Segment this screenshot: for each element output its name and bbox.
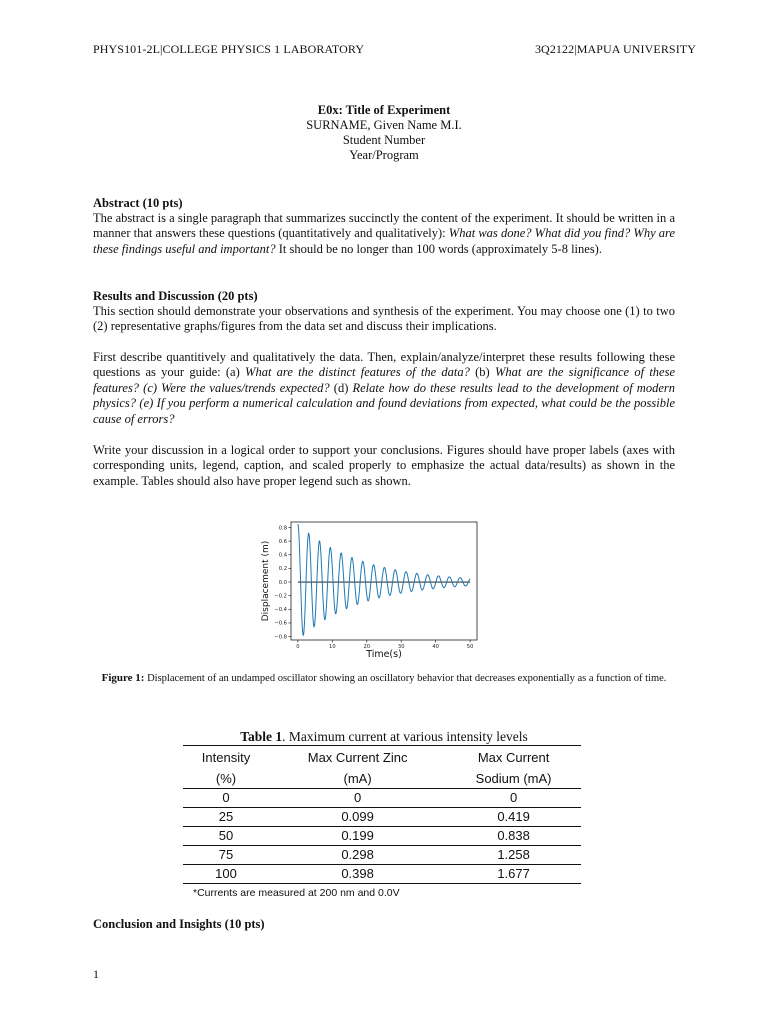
table-title-text: . Maximum current at various intensity levels bbox=[282, 729, 528, 744]
student-name: SURNAME, Given Name M.I. bbox=[306, 118, 462, 132]
table-title-label: Table 1 bbox=[240, 729, 283, 744]
table-row bbox=[183, 789, 581, 808]
para2-c: (b) bbox=[469, 365, 495, 380]
table-row bbox=[183, 827, 581, 846]
table-note: *Currents are measured at 200 nm and 0.0V bbox=[193, 887, 400, 899]
para2-a: First describe quantitively and qualitatively the data. Then, explain/analyze/interpret these results following these questions as your guide: (a) bbox=[93, 350, 675, 380]
table-cell: 1.258 bbox=[446, 846, 581, 865]
x-tick-label: 10 bbox=[329, 644, 336, 650]
table-cell: 75 bbox=[183, 846, 269, 865]
table-title bbox=[0, 729, 768, 745]
x-tick-label: 20 bbox=[363, 644, 371, 650]
table-cell: 100 bbox=[183, 865, 269, 884]
table-cell: 25 bbox=[183, 808, 269, 827]
table-cell: 0.398 bbox=[269, 865, 446, 884]
x-axis-label: Time(s) bbox=[366, 649, 402, 660]
para2-f: Relate how do these results lead to the development of modern physics? (e) If you perform a numerical calculation and found deviations from expected, what could be the possible cause of errors? bbox=[93, 380, 675, 426]
abstract-text-2: It should be no longer than 100 words (approximately 5-8 lines). bbox=[275, 241, 602, 256]
conclusion-heading: Conclusion and Insights (10 pts) bbox=[93, 917, 265, 931]
table-cell: 0.838 bbox=[446, 827, 581, 846]
table-header: (mA) bbox=[269, 767, 446, 789]
table-cell: 0.099 bbox=[269, 808, 446, 827]
x-tick-label: 0 bbox=[296, 644, 300, 650]
table-cell: 1.677 bbox=[446, 865, 581, 884]
x-tick-label: 30 bbox=[397, 644, 405, 650]
results-table bbox=[183, 745, 581, 899]
table-header: Max Current bbox=[446, 746, 581, 768]
para2-e: (d) bbox=[329, 380, 353, 395]
figure-caption-label: Figure 1: bbox=[101, 672, 145, 684]
y-axis-label: Displacement (m) bbox=[261, 540, 271, 622]
title-block bbox=[0, 103, 768, 163]
plot-frame bbox=[291, 522, 477, 640]
y-tick-label: −0.8 bbox=[274, 634, 287, 641]
table-row bbox=[183, 808, 581, 827]
table-cell: 0.298 bbox=[269, 846, 446, 865]
y-tick-label: −0.6 bbox=[274, 620, 287, 627]
y-tick-label: −0.2 bbox=[274, 593, 287, 600]
abstract-paragraph bbox=[93, 211, 675, 257]
results-paragraph-2 bbox=[93, 350, 675, 427]
table-row bbox=[183, 846, 581, 865]
table-header: Intensity bbox=[183, 746, 269, 768]
page-number: 1 bbox=[93, 967, 99, 981]
table-cell: 0 bbox=[269, 789, 446, 808]
table-header: (%) bbox=[183, 767, 269, 789]
series-line-displacement bbox=[298, 524, 470, 635]
header-term: 3Q2122|MAPUA UNIVERSITY bbox=[534, 42, 696, 56]
table-cell: 0.199 bbox=[269, 827, 446, 846]
abstract-text-1: The abstract is a single paragraph that summarizes succinctly the content of the experiment. It should be written in a manner that answers these questions (quantitatively and qualitatively): bbox=[93, 211, 675, 241]
y-tick-label: 0.0 bbox=[278, 579, 287, 586]
y-tick-label: 0.2 bbox=[278, 566, 287, 573]
x-tick-label: 40 bbox=[432, 644, 439, 650]
table-header: Max Current Zinc bbox=[269, 746, 446, 768]
para2-d: What are the significance of these features? (c) Were the values/trends expected? bbox=[93, 365, 675, 395]
figure-caption-text: Displacement of an undamped oscillator showing an oscillatory behavior that decreases exponentially as a function of time. bbox=[144, 673, 667, 684]
figure-caption bbox=[93, 671, 675, 686]
para2-b: What are the distinct features of the data? bbox=[245, 365, 470, 380]
table-header: Sodium (mA) bbox=[446, 767, 581, 789]
results-paragraph-3: Write your discussion in a logical order to support your conclusions. Figures should have proper labels (axes with corresponding units, legend, caption, and scaled properly to emphasize the actual data/results) as shown in the example. Tables should also have proper legend such as shown. bbox=[93, 443, 675, 488]
table-cell: 50 bbox=[183, 827, 269, 846]
displacement-chart bbox=[252, 516, 484, 662]
table-cell: 0 bbox=[183, 789, 269, 808]
table-row bbox=[183, 865, 581, 884]
year-program: Year/Program bbox=[349, 148, 419, 162]
y-tick-label: 0.8 bbox=[278, 525, 287, 532]
table-cell: 0.419 bbox=[446, 808, 581, 827]
results-heading: Results and Discussion (20 pts) bbox=[93, 289, 258, 303]
y-tick-label: 0.4 bbox=[278, 552, 287, 559]
x-tick-label: 50 bbox=[466, 644, 474, 650]
y-tick-label: 0.6 bbox=[278, 538, 287, 545]
student-number: Student Number bbox=[342, 133, 426, 147]
header-course: PHYS101-2L|COLLEGE PHYSICS 1 LABORATORY bbox=[93, 42, 365, 56]
y-tick-label: −0.4 bbox=[274, 607, 287, 614]
abstract-heading: Abstract (10 pts) bbox=[93, 196, 183, 210]
abstract-text-italic: What was done? What did you find? Why are these findings useful and important? bbox=[93, 226, 675, 256]
experiment-title: E0x: Title of Experiment bbox=[317, 103, 451, 117]
table-cell: 0 bbox=[446, 789, 581, 808]
results-paragraph-1: This section should demonstrate your observations and synthesis of the experiment. You may choose one (1) to two (2) representative graphs/figures from the data set and discuss their implications. bbox=[93, 304, 675, 334]
